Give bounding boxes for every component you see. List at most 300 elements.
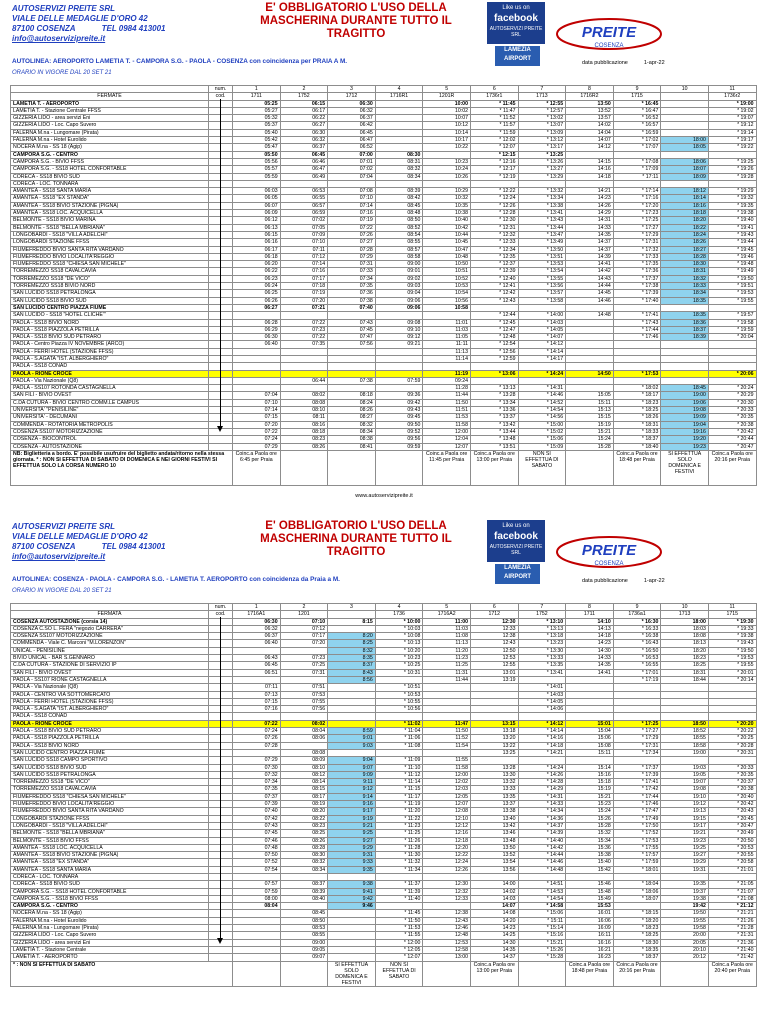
time-cell: * 20:42 <box>708 428 756 435</box>
time-cell: 07:51 <box>280 684 328 691</box>
time-cell: * 17:29 <box>613 231 661 238</box>
run-code: 1736r1 <box>470 93 518 100</box>
stop-name: CAMPORA S.G. - SS18 HOTEL CONFORTABLE <box>11 166 209 173</box>
time-cell: 13:28 <box>470 764 518 771</box>
time-cell: 09:00 <box>375 261 423 268</box>
validity-text: ORARIO IN VIGORE DAL 20 SET 21 <box>12 588 112 594</box>
time-cell <box>661 377 709 384</box>
mask-notice: E' OBBLIGATORIO L'USO DELLA MASCHERINA DURANTE TUTTO IL TRAGITTO <box>260 2 452 40</box>
num-header-row <box>11 604 757 611</box>
time-cell: * 20:38 <box>708 786 756 793</box>
stop-row <box>11 655 757 662</box>
time-cell: * 10:25 <box>375 662 423 669</box>
time-cell: * 18:20 <box>613 917 661 924</box>
time-cell: 05:47 <box>233 144 281 151</box>
company-email-link[interactable]: info@autoservizipreite.it <box>12 552 106 561</box>
time-cell <box>708 706 756 713</box>
time-cell: * 19:43 <box>708 231 756 238</box>
time-cell <box>328 691 376 698</box>
time-cell <box>708 377 756 384</box>
stop-row <box>11 407 757 414</box>
time-cell: * 13:36 <box>470 407 518 414</box>
facebook-like-text: Like us on <box>502 523 530 529</box>
time-cell: * 17:46 <box>613 801 661 808</box>
stop-name: PAOLA - S.AGATA "IST. ALBERGHIERO" <box>11 355 209 362</box>
stop-name: PAOLA - SS18 BIVIO SUD PETRARO <box>11 334 209 341</box>
time-cell <box>423 713 471 720</box>
time-cell: 07:40 <box>328 304 376 311</box>
stop-row <box>11 735 757 742</box>
time-cell: 09:36 <box>375 392 423 399</box>
time-cell: 09:24 <box>423 377 471 384</box>
time-cell: * 17:44 <box>613 326 661 333</box>
stop-row <box>11 283 757 290</box>
stop-row <box>11 363 757 370</box>
stop-row <box>11 698 757 705</box>
time-cell: * 13:06 <box>470 370 518 377</box>
time-cell: 15:18 <box>566 779 614 786</box>
time-cell: 10:45 <box>423 239 471 246</box>
time-cell <box>375 903 423 910</box>
stop-name: GIZZERIA LIDO - Loc. Capo Suvero <box>11 932 209 939</box>
time-cell: * 20:35 <box>708 414 756 421</box>
time-cell: 06:28 <box>233 319 281 326</box>
time-cell: 18:16 <box>661 202 709 209</box>
time-cell: 08:32 <box>375 166 423 173</box>
time-cell: 06:25 <box>233 290 281 297</box>
time-cell <box>661 100 709 107</box>
time-cell: 10:38 <box>423 210 471 217</box>
time-cell: * 18:31 <box>613 421 661 428</box>
time-cell: * 17:16 <box>613 195 661 202</box>
company-city-row <box>12 24 166 34</box>
time-cell: * 17:14 <box>613 188 661 195</box>
time-cell: 19:21 <box>661 830 709 837</box>
run-number: 10 <box>661 86 709 93</box>
time-cell <box>233 370 281 377</box>
time-cell: 13:54 <box>470 859 518 866</box>
time-cell: 07:19 <box>328 217 376 224</box>
time-cell <box>708 355 756 362</box>
time-cell: 12:50 <box>470 647 518 654</box>
time-cell: 07:31 <box>328 261 376 268</box>
time-cell: * 17:29 <box>613 735 661 742</box>
stop-name: BELMONTE - SS18 "BELLA MBRIANA" <box>11 830 209 837</box>
time-cell: * 10:20 <box>375 647 423 654</box>
time-cell <box>566 706 614 713</box>
time-cell: * 14:01 <box>518 684 566 691</box>
time-cell: 09:07 <box>280 954 328 961</box>
time-cell: 09:08 <box>375 319 423 326</box>
logo-sub: COSENZA <box>594 561 624 567</box>
time-cell: 07:21 <box>280 304 328 311</box>
time-cell: * 20:30 <box>708 399 756 406</box>
time-cell: * 17:43 <box>613 319 661 326</box>
time-cell: 18:39 <box>661 334 709 341</box>
fermate-label: FERMATE <box>11 93 209 100</box>
time-cell <box>233 925 281 932</box>
run-number: 7 <box>518 86 566 93</box>
stop-row <box>11 925 757 932</box>
time-cell: 13:37 <box>470 801 518 808</box>
stop-name: PAOLA - Centro Piazza IV NOVEMBRE (ARCO) <box>11 341 209 348</box>
time-cell: * 20:53 <box>708 844 756 851</box>
time-cell: 8:43 <box>328 669 376 676</box>
time-cell: 11:44 <box>423 392 471 399</box>
time-cell: * 14:46 <box>518 859 566 866</box>
time-cell: 06:30 <box>233 334 281 341</box>
time-cell: * 12:22 <box>470 188 518 195</box>
time-cell: 15:01 <box>566 720 614 727</box>
time-cell: 8:32 <box>328 647 376 654</box>
time-cell: 14:21 <box>566 188 614 195</box>
stop-row <box>11 932 757 939</box>
time-cell <box>708 684 756 691</box>
time-cell <box>518 377 566 384</box>
time-cell: 09:52 <box>375 428 423 435</box>
time-cell: * 19:51 <box>708 283 756 290</box>
time-cell: 08:50 <box>375 217 423 224</box>
run-note <box>566 450 614 485</box>
time-cell: 13:00 <box>423 954 471 961</box>
time-cell: 06:09 <box>233 210 281 217</box>
time-cell: 06:45 <box>328 129 376 136</box>
time-cell: 8:59 <box>328 728 376 735</box>
time-cell: 15:21 <box>566 428 614 435</box>
time-cell: 08:23 <box>280 436 328 443</box>
stop-row <box>11 793 757 800</box>
time-cell: 07:10 <box>280 239 328 246</box>
time-cell: * 17:31 <box>613 742 661 749</box>
time-cell: 10:14 <box>423 129 471 136</box>
time-cell: 14:50 <box>566 370 614 377</box>
time-cell: 13:56 <box>470 866 518 873</box>
time-cell: * 16:59 <box>613 129 661 136</box>
time-cell <box>328 370 376 377</box>
time-cell: * 21:08 <box>708 895 756 902</box>
time-cell: 08:30 <box>375 151 423 158</box>
stop-row <box>11 173 757 180</box>
stop-row <box>11 253 757 260</box>
time-cell: 07:24 <box>233 436 281 443</box>
time-cell: 08:24 <box>328 399 376 406</box>
company-tel: TEL 0984 413001 <box>101 542 166 551</box>
time-cell: 18:27 <box>661 246 709 253</box>
time-cell <box>233 939 281 946</box>
time-cell: 12:58 <box>423 946 471 953</box>
time-cell: * 12:42 <box>470 290 518 297</box>
time-cell: * 19:50 <box>708 647 756 654</box>
time-cell: * 17:36 <box>613 268 661 275</box>
company-email-link[interactable]: info@autoservizipreite.it <box>12 34 106 43</box>
time-cell: 12:00 <box>423 428 471 435</box>
company-info <box>12 522 166 562</box>
run-number: 4 <box>375 604 423 611</box>
time-cell: 18:31 <box>661 268 709 275</box>
time-cell: 12:20 <box>423 844 471 851</box>
time-cell: * 15:11 <box>518 917 566 924</box>
run-code: 1752 <box>518 611 566 618</box>
time-cell: * 16:55 <box>613 662 661 669</box>
stop-row <box>11 676 757 683</box>
time-cell: * 11:50 <box>375 917 423 924</box>
time-cell: 08:32 <box>280 859 328 866</box>
facebook-badge[interactable] <box>487 520 545 562</box>
cod-cell <box>209 954 233 961</box>
notes-text: * : NON SI EFFETTUA DI SABATO <box>11 961 233 986</box>
time-cell: 09:43 <box>375 407 423 414</box>
stop-name: PAOLA - RIONE CROCE <box>11 720 209 727</box>
time-cell: 07:22 <box>328 224 376 231</box>
time-cell: * 21:12 <box>708 903 756 910</box>
time-cell: 13:18 <box>470 728 518 735</box>
company-city: 87100 COSENZA <box>12 24 76 33</box>
time-cell: * 18:25 <box>613 407 661 414</box>
time-cell: 19:38 <box>661 895 709 902</box>
run-code: 1712 <box>328 93 376 100</box>
notes-row <box>11 450 757 485</box>
run-code: 1715 <box>708 611 756 618</box>
time-cell: * 13:50 <box>518 246 566 253</box>
time-cell: 11:03 <box>423 326 471 333</box>
stop-row <box>11 815 757 822</box>
time-cell <box>708 873 756 880</box>
stop-row <box>11 428 757 435</box>
time-cell: 9:19 <box>328 815 376 822</box>
stop-row <box>11 713 757 720</box>
time-cell: 05:32 <box>233 115 281 122</box>
time-cell <box>233 676 281 683</box>
stop-name: PAOLA - SS107 ROTONDA CASTAGNELLA <box>11 385 209 392</box>
time-cell: * 13:55 <box>518 275 566 282</box>
time-cell: 15:49 <box>566 895 614 902</box>
time-cell: * 20:44 <box>708 436 756 443</box>
time-cell: 18:09 <box>661 173 709 180</box>
time-cell: * 14:12 <box>518 720 566 727</box>
time-cell: * 11:37 <box>375 881 423 888</box>
time-cell <box>328 749 376 756</box>
run-number: 1 <box>233 604 281 611</box>
time-cell: * 12:56 <box>470 348 518 355</box>
time-cell: 9:46 <box>328 903 376 910</box>
stop-row <box>11 443 757 450</box>
run-code <box>328 611 376 618</box>
stop-row <box>11 202 757 209</box>
time-cell: * 14:54 <box>518 895 566 902</box>
run-code: 1711 <box>566 611 614 618</box>
stop-row <box>11 662 757 669</box>
run-number: 11 <box>708 86 756 93</box>
time-cell: * 19:45 <box>708 246 756 253</box>
stop-name: FALERNA M.na - Lungomare (Pirata) <box>11 925 209 932</box>
stop-row <box>11 151 757 158</box>
time-cell: 13:01 <box>470 669 518 676</box>
time-cell: * 19:26 <box>708 166 756 173</box>
cod-cell <box>209 946 233 953</box>
time-cell: 18:50 <box>661 720 709 727</box>
time-cell: * 14:31 <box>518 793 566 800</box>
time-cell: * 20:40 <box>708 793 756 800</box>
stop-row <box>11 749 757 756</box>
time-cell: * 13:07 <box>518 122 566 129</box>
time-cell: 06:55 <box>280 195 328 202</box>
time-cell: * 17:33 <box>613 253 661 260</box>
stop-row <box>11 720 757 727</box>
time-cell: 19:04 <box>661 421 709 428</box>
company-tel: TEL 0984 413001 <box>101 24 166 33</box>
website-url[interactable]: www.autoservizipreite.it <box>355 493 413 499</box>
time-cell: * 17:44 <box>613 793 661 800</box>
lamezia-airport-logo: LAMEZIA AIRPORT <box>495 46 540 66</box>
time-cell: 14:33 <box>566 655 614 662</box>
time-cell: 18:05 <box>661 144 709 151</box>
time-cell: 06:49 <box>280 173 328 180</box>
time-cell: * 18:25 <box>613 932 661 939</box>
stop-row <box>11 275 757 282</box>
time-cell: 07:59 <box>375 377 423 384</box>
time-cell: 06:26 <box>233 297 281 304</box>
run-code: 1736r2 <box>708 93 756 100</box>
time-cell: * 16:38 <box>613 633 661 640</box>
time-cell: 09:00 <box>280 939 328 946</box>
time-cell <box>280 348 328 355</box>
time-cell <box>470 757 518 764</box>
time-cell: 08:20 <box>280 808 328 815</box>
time-cell <box>375 363 423 370</box>
company-city: 87100 COSENZA <box>12 542 76 551</box>
time-cell <box>566 873 614 880</box>
time-cell: 19:07 <box>661 779 709 786</box>
time-cell: 13:30 <box>470 771 518 778</box>
time-cell: 10:56 <box>423 297 471 304</box>
time-cell: 13:35 <box>470 793 518 800</box>
time-cell: * 14:14 <box>518 728 566 735</box>
time-cell <box>375 348 423 355</box>
stop-name: PAOLA - FERRI HOTEL (STAZIONE FFSS) <box>11 348 209 355</box>
time-cell: 9:35 <box>328 866 376 873</box>
run-code: 1736 <box>375 611 423 618</box>
time-cell: * 15:16 <box>518 932 566 939</box>
time-cell: * 15:26 <box>518 946 566 953</box>
time-cell: * 19:44 <box>708 239 756 246</box>
stop-row <box>11 771 757 778</box>
run-note <box>280 450 328 485</box>
time-cell: * 17:37 <box>613 275 661 282</box>
time-cell: * 11:52 <box>470 115 518 122</box>
time-cell: * 14:28 <box>518 779 566 786</box>
time-cell: 06:24 <box>233 283 281 290</box>
time-cell: * 11:40 <box>375 895 423 902</box>
stop-row <box>11 115 757 122</box>
stop-row <box>11 830 757 837</box>
stop-row <box>11 385 757 392</box>
time-cell: * 19:30 <box>708 618 756 625</box>
time-cell <box>423 903 471 910</box>
stop-name: PAOLA - SS18 PIAZZOLA PETRILLA <box>11 326 209 333</box>
time-cell: 13:33 <box>470 786 518 793</box>
time-cell <box>708 180 756 187</box>
time-cell: 07:12 <box>280 625 328 632</box>
time-cell: 19:13 <box>661 808 709 815</box>
time-cell: * 17:01 <box>613 669 661 676</box>
time-cell: 18:20 <box>661 647 709 654</box>
time-cell: 08:26 <box>280 443 328 450</box>
time-cell: 07:29 <box>233 443 281 450</box>
stop-name: CAMPORA S.G. - SS18 HOTEL CONFORTABLE <box>11 888 209 895</box>
time-cell <box>280 903 328 910</box>
time-cell: 19:00 <box>661 392 709 399</box>
stop-name: LAMETIA T. - AEROPORTO <box>11 954 209 961</box>
time-cell: * 13:25 <box>518 151 566 158</box>
time-cell: 19:55 <box>661 917 709 924</box>
time-cell <box>661 363 709 370</box>
time-cell: * 12:00 <box>375 939 423 946</box>
time-cell: 05:40 <box>233 129 281 136</box>
time-cell: * 13:32 <box>518 188 566 195</box>
time-cell: 12:18 <box>423 837 471 844</box>
time-cell: 19:08 <box>661 407 709 414</box>
time-cell: 20:10 <box>661 946 709 953</box>
time-cell: 07:12 <box>280 253 328 260</box>
time-cell <box>375 137 423 144</box>
time-cell: 08:34 <box>280 866 328 873</box>
run-number: 5 <box>423 86 471 93</box>
time-cell <box>613 757 661 764</box>
time-cell: 14:02 <box>470 888 518 895</box>
facebook-badge[interactable] <box>487 2 545 44</box>
stop-row <box>11 822 757 829</box>
time-cell: 06:30 <box>328 100 376 107</box>
time-cell: 07:40 <box>233 808 281 815</box>
run-note <box>518 961 566 986</box>
time-cell: * 20:25 <box>708 735 756 742</box>
direction-arrow <box>220 99 221 427</box>
time-cell: 07:56 <box>280 706 328 713</box>
stop-name: SAN LUCIDO SS18 PETRALONGA <box>11 290 209 297</box>
time-cell <box>613 363 661 370</box>
time-cell: 18:03 <box>661 625 709 632</box>
time-cell: * 20:47 <box>708 822 756 829</box>
time-cell <box>233 946 281 953</box>
time-cell: 18:13 <box>661 640 709 647</box>
time-cell: 09:04 <box>375 290 423 297</box>
time-cell: * 13:27 <box>518 166 566 173</box>
time-cell <box>328 625 376 632</box>
stop-name: LAMETIA T. - Stazione Centrale FFSS <box>11 107 209 114</box>
time-cell: * 14:54 <box>518 407 566 414</box>
time-cell: 08:57 <box>375 246 423 253</box>
time-cell: 07:47 <box>328 334 376 341</box>
time-cell: * 13:48 <box>470 436 518 443</box>
time-cell: * 17:53 <box>613 370 661 377</box>
time-cell <box>280 676 328 683</box>
time-cell: * 11:47 <box>470 107 518 114</box>
time-cell <box>375 713 423 720</box>
fermate-label: FERMATA <box>11 611 209 618</box>
time-cell: * 13:41 <box>518 210 566 217</box>
time-cell: * 12:17 <box>470 166 518 173</box>
time-cell: 18:44 <box>661 676 709 683</box>
time-cell: 18:35 <box>661 297 709 304</box>
time-cell: * 13:51 <box>470 443 518 450</box>
time-cell: * 14:18 <box>518 742 566 749</box>
time-cell: 19:29 <box>661 859 709 866</box>
time-cell: 07:04 <box>328 173 376 180</box>
time-cell: 18:55 <box>661 735 709 742</box>
time-cell: * 21:26 <box>708 917 756 924</box>
stop-row <box>11 122 757 129</box>
time-cell: * 12:41 <box>470 283 518 290</box>
